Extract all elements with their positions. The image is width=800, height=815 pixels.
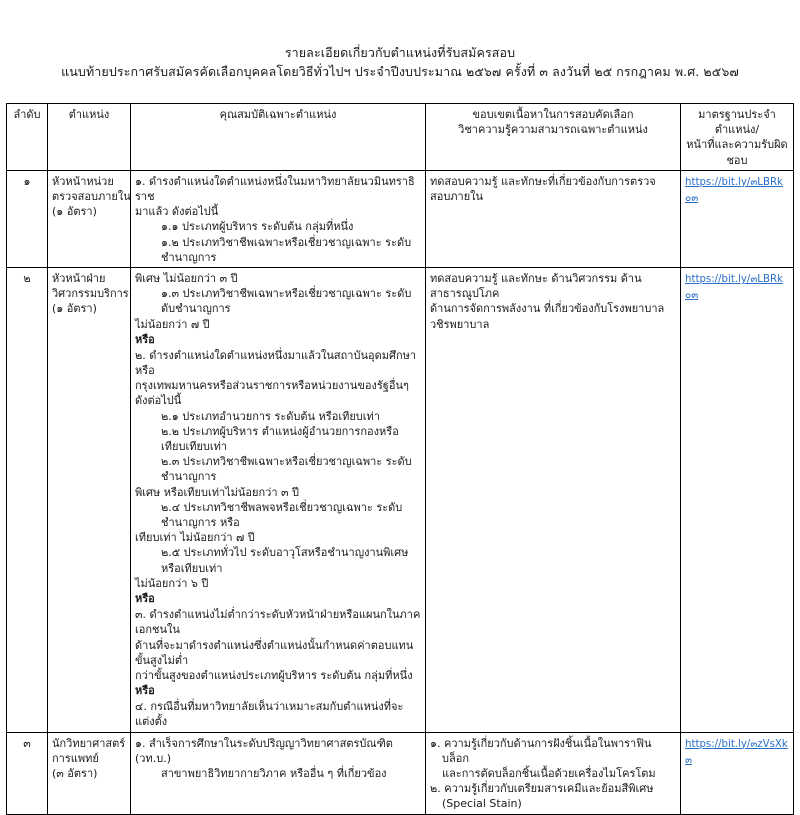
row-2-qual-item-4: ๔. กรณีอื่นที่มหาวิทยาลัยเห็นว่าเหมาะสมกับตำแหน่งที่จะแต่งตั้ง: [135, 700, 404, 729]
row-3-qualification: [131, 732, 426, 814]
row-1-position: [48, 170, 131, 267]
row-2-qualification: [131, 268, 426, 732]
row-2-qual-special-cont: พิเศษ ไม่น้อยกว่า ๓ ปี: [135, 272, 238, 286]
row-2-scope-line-1: ทดสอบความรู้ และทักษะ ด้านวิศวกรรม ด้านสาธารณูปโภค: [430, 272, 642, 301]
header-position: ตำแหน่ง: [48, 104, 131, 171]
table-body: [7, 170, 794, 814]
header-scope-line-1: ขอบเขตเนื้อหาในการสอบคัดเลือก: [472, 108, 634, 121]
row-2-scope-line-2: ด้านการจัดการพลังงาน ที่เกี่ยวข้องกับโรงพยาบาลวชิรพยาบาล: [430, 302, 665, 331]
row-2-standard: [681, 268, 794, 732]
row-2-qual-item-2-4-cont: เทียบเท่า ไม่น้อยกว่า ๗ ปี: [135, 531, 255, 545]
row-1-qual-item-1-2: ๑.๒ ประเภทวิชาชีพเฉพาะหรือเชี่ยวชาญเฉพาะ ระดับชำนาญการ: [161, 235, 412, 264]
row-2-qual-item-1-3: ๑.๓ ประเภทวิชาชีพเฉพาะหรือเชี่ยวชาญเฉพาะ ระดับดับชำนาญการ: [161, 287, 412, 316]
row-1-no: ๑: [7, 170, 48, 267]
row-1-position-line-2: ตรวจสอบภายใน: [52, 190, 131, 204]
row-2-standard-link[interactable]: https://bit.ly/๓LBRk๐๓: [685, 274, 783, 302]
row-1-standard-link[interactable]: https://bit.ly/๓LBRk๐๓: [685, 176, 783, 204]
row-1-position-line-3: (๑ อัตรา): [52, 205, 97, 219]
table-header: [7, 104, 794, 171]
row-1-qual-item-1-1: ๑.๑ ประเภทผู้บริหาร ระดับต้น กลุ่มที่หนึ่ง: [161, 220, 354, 234]
row-3-standard-link[interactable]: https://bit.ly/๓zVsXk๓: [685, 738, 788, 766]
row-2-qual-item-1-3-cont: ไม่น้อยกว่า ๗ ปี: [135, 317, 210, 331]
header-standard-line-2: หน้าที่และความรับผิดชอบ: [686, 138, 788, 167]
table-row: [7, 268, 794, 732]
document-title-line-1: รายละเอียดเกี่ยวกับตำแหน่งที่รับสมัครสอบ: [284, 45, 516, 60]
row-3-scope-item-1-cont: และการตัดบล็อกชิ้นเนื้อด้วยเครื่องไมโครโตม: [442, 766, 656, 780]
document-title-block: [0, 0, 800, 81]
row-3-scope: [426, 732, 681, 814]
row-1-standard: [681, 170, 794, 267]
row-3-qual-item-1-cont: สาขาพยาธิวิทยากายวิภาค หรืออื่น ๆ ที่เกี่ยวข้อง: [161, 766, 387, 780]
row-2-qual-item-2-4: ๒.๔ ประเภทวิชาชีพลพจหรือเชี่ยวชาญเฉพาะ ระดับชำนาญการ หรือ: [161, 500, 403, 530]
row-3-no: ๓: [7, 732, 48, 814]
header-standard-line-1: มาตรฐานประจำตำแหน่ง/: [698, 108, 776, 137]
row-3-qual-item-1: ๑. สำเร็จการศึกษาในระดับปริญญาวิทยาศาสตรบัณฑิต (วท.บ.): [135, 736, 393, 765]
row-2-qual-item-2-3: ๒.๓ ประเภทวิชาชีพเฉพาะหรือเชี่ยวชาญเฉพาะ ระดับชำนาญการ: [161, 455, 412, 484]
row-2-qual-or-2: หรือ: [135, 592, 155, 606]
row-2-position: [48, 268, 131, 732]
row-2-qual-item-3-cont-1: ด้านที่จะมาดำรงตำแหน่งซึ่งตำแหน่งนั้นกำหนดค่าตอบแทนขั้นสูงไม่ต่ำ: [135, 638, 414, 667]
row-2-position-line-3: (๑ อัตรา): [52, 302, 97, 316]
header-scope: [426, 104, 681, 171]
position-details-table: [6, 103, 794, 815]
row-3-scope-item-2: ๒. ความรู้เกี่ยวกับเตรียมสารเคมีและย้อมสีพิเศษ: [430, 782, 654, 796]
row-2-scope: [426, 268, 681, 732]
row-2-qual-item-3-cont-2: กว่าขั้นสูงของตำแหน่งประเภทผู้บริหาร ระดับต้น กลุ่มที่หนึ่ง: [135, 668, 413, 682]
row-1-qual-item-1: ๑. ดำรงตำแหน่งใดตำแหน่งหนึ่งในมหาวิทยาลัยนวมินทราธิราช: [135, 174, 415, 204]
row-2-no: ๒: [7, 268, 48, 732]
row-2-qual-item-3: ๓. ดำรงตำแหน่งไม่ต่ำกว่าระดับหัวหน้าฝ่ายหรือแผนกในภาคเอกชนใน: [135, 608, 421, 637]
row-2-qual-item-2-2: ๒.๒ ประเภทผู้บริหาร ตำแหน่งผู้อำนวยการกองหรือเทียบเทียบเท่า: [161, 424, 399, 454]
row-1-position-line-1: หัวหน้าหน่วย: [52, 174, 114, 188]
document-title-line-2: แนบท้ายประกาศรับสมัครคัดเลือกบุคคลโดยวิธีทั่วไปฯ ประจำปีงบประมาณ ๒๕๖๗ ครั้งที่ ๓ ลงวันที่ ๒๕ กรกฎาคม พ.ศ. ๒๕๖๗: [61, 64, 739, 79]
table-header-row: [7, 104, 794, 171]
header-qualification: คุณสมบัติเฉพาะตำแหน่ง: [131, 104, 426, 171]
row-1-qual-item-1-cont: มาแล้ว ดังต่อไปนี้: [135, 205, 219, 219]
row-2-qual-item-2-5: ๒.๕ ประเภททั่วไป ระดับอาวุโสหรือชำนาญงานพิเศษ หรือเทียบเท่า: [161, 546, 409, 575]
row-3-scope-item-1: ๑. ความรู้เกี่ยวกับด้านการฝังชิ้นเนื้อในพาราฟินบล็อก: [430, 736, 652, 765]
row-1-qualification: [131, 170, 426, 267]
row-2-qual-or-1: หรือ: [135, 332, 155, 346]
row-3-position-line-1: นักวิทยาศาสตร์: [52, 736, 126, 750]
row-2-qual-or-3: หรือ: [135, 684, 155, 698]
row-3-position-line-2: การแพทย์: [52, 751, 99, 765]
row-3-position: [48, 732, 131, 814]
row-1-scope-text: ทดสอบความรู้ และทักษะที่เกี่ยวข้องกับการตรวจสอบภายใน: [430, 174, 656, 204]
table-row: [7, 170, 794, 267]
table-row: [7, 732, 794, 814]
position-details-table-wrapper: [6, 103, 793, 815]
row-2-qual-item-2-3-cont: พิเศษ หรือเทียบเท่าไม่น้อยกว่า ๓ ปี: [135, 485, 299, 499]
row-2-qual-item-2: ๒. ดำรงตำแหน่งใดตำแหน่งหนึ่งมาแล้วในสถาบันอุดมศึกษาหรือ: [135, 348, 417, 378]
row-2-qual-item-2-cont: กรุงเทพมหานครหรือส่วนราชการหรือหน่วยงานของรัฐอื่นๆ ดังต่อไปนี้: [135, 379, 409, 408]
row-2-position-line-2: วิศวกรรมบริการ: [52, 287, 129, 301]
header-standard: [681, 104, 794, 171]
header-scope-line-2: วิชาความรู้ความสามารถเฉพาะตำแหน่ง: [458, 123, 648, 137]
header-no: ลำดับ: [7, 104, 48, 171]
row-3-scope-item-2-cont: (Special Stain): [442, 797, 522, 811]
row-1-scope: [426, 170, 681, 267]
row-2-position-line-1: หัวหน้าฝ่าย: [52, 272, 106, 286]
row-3-position-line-3: (๓ อัตรา): [52, 766, 98, 780]
row-3-standard: [681, 732, 794, 814]
row-2-qual-item-2-1: ๒.๑ ประเภทอำนวยการ ระดับต้น หรือเทียบเท่า: [161, 409, 380, 423]
row-2-qual-item-2-5-cont: ไม่น้อยกว่า ๖ ปี: [135, 576, 209, 590]
